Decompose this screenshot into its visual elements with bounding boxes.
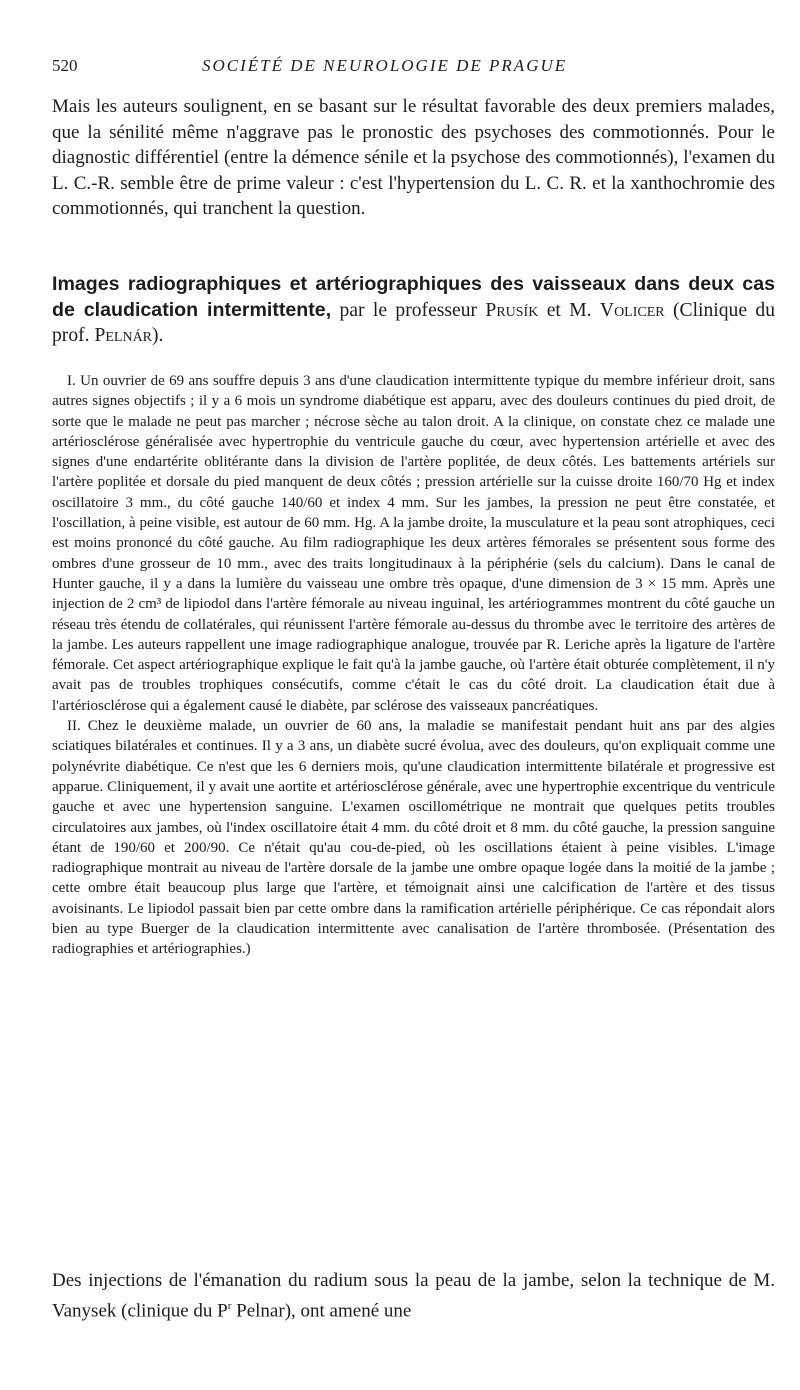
communication-title: Images radiographiques et artériographiques des vaisseaux dans deux cas de claudication intermittente,: [52, 273, 775, 321]
author-prusik: Prusík: [485, 299, 539, 321]
clinic-name: Pelnár: [94, 325, 153, 346]
author-volicer: Volicer: [599, 299, 665, 321]
closing-paragraph: [52, 1268, 775, 1324]
running-title: SOCIÉTÉ DE NEUROLOGIE DE PRAGUE: [202, 56, 568, 75]
page-number: 520: [52, 56, 78, 75]
case-2-paragraph: II. Chez le deuxième malade, un ouvrier de 60 ans, la maladie se manifestait pendant huit ans par des algies sciatiques bilatérales et continues. Il y a 3 ans, un diabète sucré évolua, avec des douleurs, qu'on expliquait comme une polynévrite diabétique. Ce n'est que les 6 derniers mois, qu'une claudication intermittente bilatérale et progressive est apparue. Cliniquement, il y avait une aortite et artériosclérose générale, avec une hypertrophie excentrique du ventricule gauche et avec une hypertension sanguine. L'examen oscillométrique ne montrait que quelques petits troubles circulatoires aux jambes, où l'index oscillatoire était 4 mm. du côté droit et 8 mm. du côté gauche, la pression sanguine étant de 190/60 et 200/90. Ce n'était qu'au cou-de-pied, où les oscillations étaient à peine visibles. L'image radiographique montrait au niveau de l'artère dorsale de la jambe une ombre opaque logée dans la moitié de la jambe ; cette ombre était beaucoup plus large que l'artère, et témoignait ainsi une calcification de l'artère et des tissus avoisinants. Le lipiodol passait bien par cette ombre dans la ramification artérielle périphérique. Ce cas répondait alors bien au type Buerger de la claudication intermittente avec canalisation de l'artère thrombosée. (Présentation des radiographies et artériographies.): [52, 718, 775, 958]
communication-by: par le professeur: [331, 299, 486, 321]
communication-body: [52, 371, 775, 960]
closing-superscript: r: [227, 1299, 232, 1312]
closing-text-after: Pelnar), ont amené une: [231, 1300, 412, 1322]
clinic-pre: (Clinique du prof.: [52, 299, 775, 346]
intro-paragraph: Mais les auteurs soulignent, en se basant sur le résultat favorable des deux premiers malades, que la sénilité même n'aggrave pas le pronostic des psychoses des commotionnés. Pour le diagnostic différentiel (entre la démence sénile et la psychose des commotionnés), l'examen du L. C.-R. semble être de prime valeur : c'est l'hypertension du L. C. R. et la xanthochromie des commotionnés, qui tranchent la question.: [52, 96, 775, 220]
communication-and: et M.: [538, 299, 600, 321]
communication-heading: [52, 272, 775, 349]
closing-text-before: Des injections de l'émanation du radium sous la peau de la jambe, selon la technique de M. Vanysek (clinique du P: [52, 1270, 775, 1322]
case-1-paragraph: I. Un ouvrier de 69 ans souffre depuis 3 ans d'une claudication intermittente typique du membre inférieur droit, sans autres signes objectifs ; il y a 6 mois un syndrome diabétique est apparu, avec des douleurs continues du pied droit, de sorte que le malade ne peut pas marcher ; nécrose sèche au talon droit. A la clinique, on constate chez ce malade une artériosclérose généralisée avec hypertrophie du ventricule gauche du cœur, avec hypertension artérielle et avec des signes d'une endartérite oblitérante dans la division de l'artère poplitée, de deux côtés. Les battements artériels sur l'artère poplitée et dorsale du pied manquent de deux côtés ; pression artérielle sur la cuisse droite 160/70 Hg et index oscillatoire 3 mm., du côté gauche 140/60 et index 4 mm. Sur les jambes, la pression ne peut être constatée, et l'oscillation, à peine visible, est autour de 60 mm. Hg. A la jambe droite, la musculature et la peau sont atrophiques, ceci est moins prononcé du côté gauche. Au film radiographique les deux artères fémorales se présentent sous forme des ombres d'une grosseur de 10 mm., avec des traits longitudinaux à la périphérie (sels du calcium). Dans le canal de Hunter gauche, il y a dans la lumière du vaisseau une ombre très opaque, d'une dimension de 3 × 15 mm. Après une injection de 2 cm³ de lipiodol dans l'artère fémorale au niveau inguinal, les artériogrammes montrent du côté gauche un réseau très étendu de collatérales, qui réunissent l'artère fémorale au-dessus du thrombe avec le territoire des artères de la jambe. Les auteurs rappellent une image radiographique analogue, trouvée par R. Leriche après la ligature de l'artère fémorale. Cet aspect artériographique explique le fait qu'à la jambe gauche, où l'artère était obturée complètement, il n'y avait pas de troubles trophiques consécutifs, comme c'était le cas du côté droit. La claudication était due à l'artériosclérose qui a également causé le diabète, par sclérose des vaisseaux pancréatiques.: [52, 373, 775, 714]
clinic-post: ).: [152, 325, 164, 346]
page-header: [52, 56, 775, 80]
